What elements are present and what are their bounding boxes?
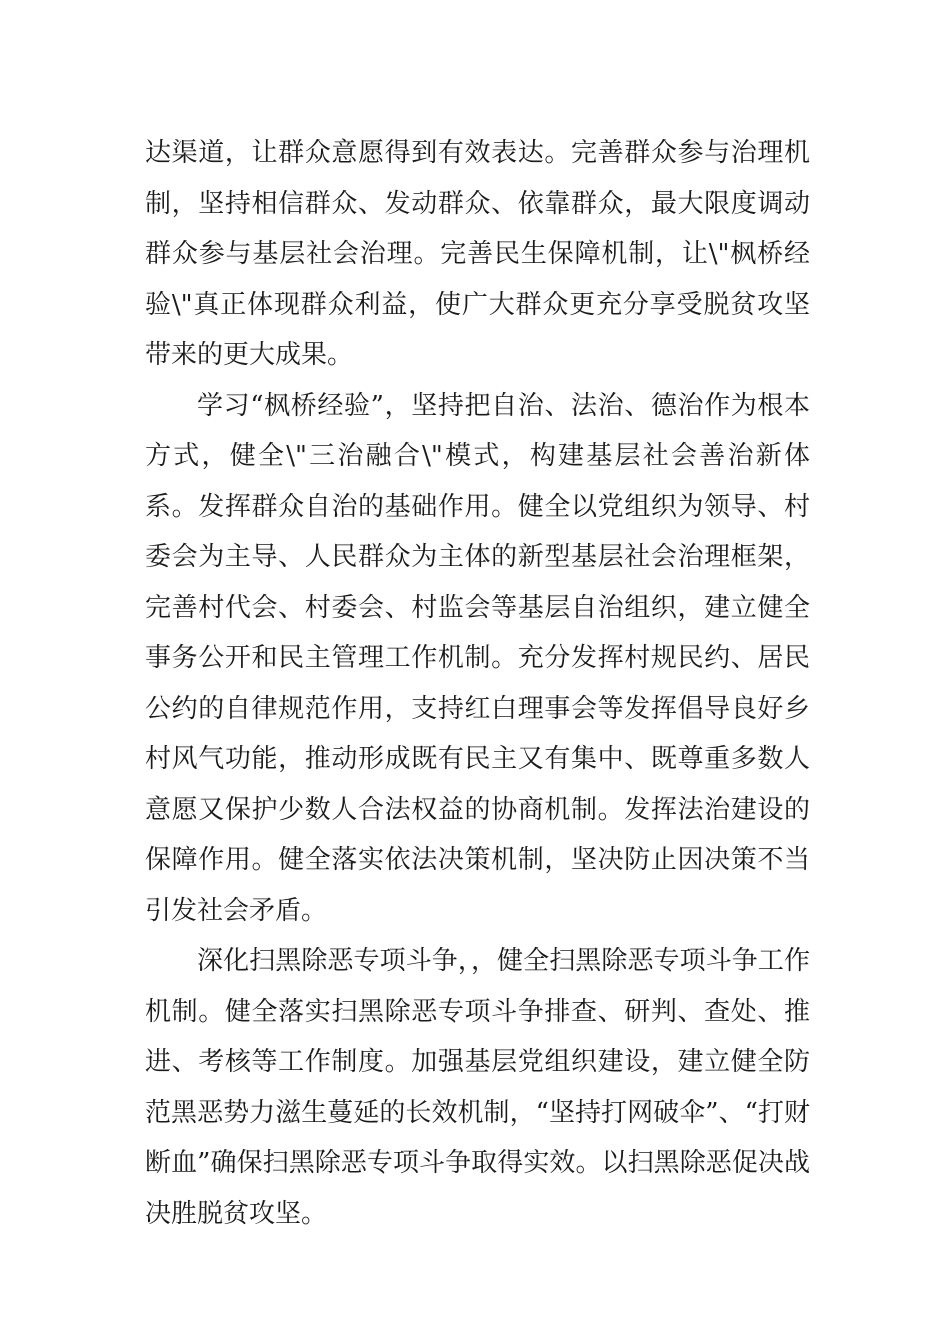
document-body bbox=[145, 128, 810, 1239]
paragraph-1: 达渠道，让群众意愿得到有效表达。完善群众参与治理机制，坚持相信群众、发动群众、依靠群众，最大限度调动群众参与基层社会治理。完善民生保障机制，让\"枫桥经验\"真正体现群众利益，使广大群众更充分享受脱贫攻坚带来的更大成果。 bbox=[145, 138, 810, 370]
paragraph-2: 学习“枫桥经验”，坚持把自治、法治、德治作为根本方式，健全\"三治融合\"模式，构建基层社会善治新体系。发挥群众自治的基础作用。健全以党组织为领导、村委会为主导、人民群众为主体的新型基层社会治理框架，完善村代会、村委会、村监会等基层自治组织，建立健全事务公开和民主管理工作机制。充分发挥村规民约、居民公约的自律规范作用，支持红白理事会等发挥倡导良好乡村风气功能，推动形成既有民主又有集中、既尊重多数人意愿又保护少数人合法权益的协商机制。发挥法治建设的保障作用。健全落实依法决策机制，坚决防止因决策不当引发社会矛盾。 bbox=[145, 390, 810, 926]
paragraph-3: 深化扫黑除恶专项斗争，，健全扫黑除恶专项斗争工作机制。健全落实扫黑除恶专项斗争排查、研判、查处、推进、考核等工作制度。加强基层党组织建设，建立健全防范黑恶势力滋生蔓延的长效机制，“坚持打网破伞”、“打财断血”确保扫黑除恶专项斗争取得实效。以扫黑除恶促决战决胜脱贫攻坚。 bbox=[145, 946, 810, 1229]
